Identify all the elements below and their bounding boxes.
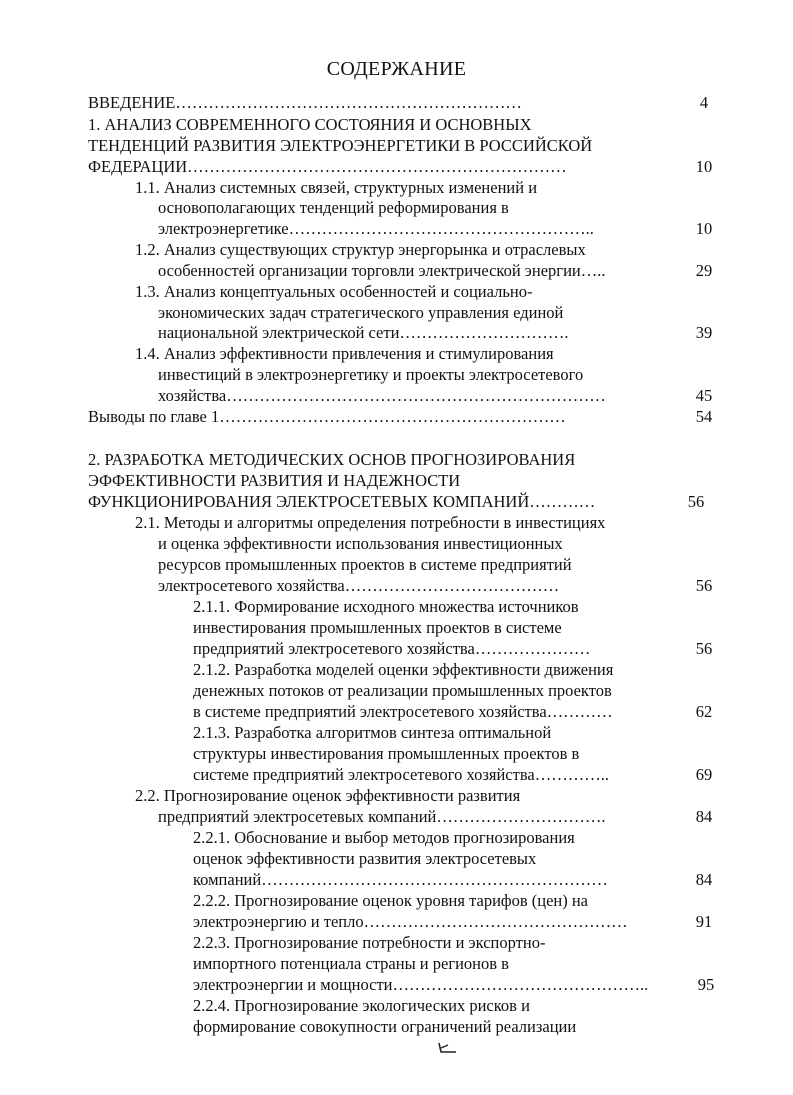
toc-line[interactable]: 2.1.3. Разработка алгоритмов синтеза оптимальной <box>193 723 552 742</box>
toc-page-number: 95 <box>697 975 715 994</box>
toc-line[interactable]: ФЕДЕРАЦИИ…………………………………………………………… <box>88 157 567 176</box>
toc-page-number: 84 <box>695 870 713 889</box>
toc-line[interactable]: 2.2.1. Обоснование и выбор методов прогнозирования <box>193 828 575 847</box>
toc-line[interactable]: 2.1. Методы и алгоритмы определения потребности в инвестициях <box>135 513 606 532</box>
page-title: СОДЕРЖАНИЕ <box>326 58 467 80</box>
toc-line[interactable]: электроэнергии и мощности……………………………………….. <box>193 975 649 994</box>
toc-line[interactable]: 2.2.2. Прогнозирование оценок уровня тарифов (цен) на <box>193 891 589 910</box>
toc-line[interactable]: 2.2. Прогнозирование оценок эффективности развития <box>135 786 521 805</box>
toc-line[interactable]: 1.3. Анализ концептуальных особенностей и социально- <box>135 282 533 301</box>
toc-line[interactable]: 1.2. Анализ существующих структур энергорынка и отраслевых <box>135 240 586 259</box>
toc-page-number: 45 <box>695 386 713 405</box>
toc-line[interactable]: ресурсов промышленных проектов в системе предприятий <box>158 555 572 574</box>
toc-line[interactable]: импортного потенциала страны и регионов в <box>193 954 509 973</box>
toc-page-number: 69 <box>695 765 713 784</box>
toc-page-number: 4 <box>699 93 709 112</box>
toc-line[interactable]: ТЕНДЕНЦИЙ РАЗВИТИЯ ЭЛЕКТРОЭНЕРГЕТИКИ В РОССИЙСКОЙ <box>88 136 593 155</box>
toc-line[interactable]: национальной электрической сети…………………………. <box>158 323 569 342</box>
toc-line[interactable]: ЭФФЕКТИВНОСТИ РАЗВИТИЯ И НАДЕЖНОСТИ <box>88 471 461 490</box>
toc-line[interactable]: в системе предприятий электросетевого хозяйства………… <box>193 702 613 721</box>
toc-line[interactable]: 2.1.1. Формирование исходного множества источников <box>193 597 579 616</box>
toc-line[interactable]: инвестирования промышленных проектов в системе <box>193 618 562 637</box>
toc-line[interactable]: денежных потоков от реализации промышленных проектов <box>193 681 612 700</box>
toc-line[interactable]: экономических задач стратегического управления единой <box>158 303 564 322</box>
toc-line[interactable]: электроэнергетике……………………………………………….. <box>158 219 594 238</box>
toc-line[interactable]: структуры инвестирования промышленных проектов в <box>193 744 580 763</box>
toc-line[interactable]: предприятий электросетевых компаний…………………………. <box>158 807 606 826</box>
toc-line[interactable]: особенностей организации торговли электрической энергии….. <box>158 261 606 280</box>
toc-line[interactable]: хозяйства…………………………………………………………… <box>158 386 606 405</box>
toc-line[interactable]: 1.4. Анализ эффективности привлечения и стимулирования <box>135 344 554 363</box>
toc-line[interactable]: электросетевого хозяйства………………………………… <box>158 576 560 595</box>
toc-line[interactable]: Выводы по главе 1……………………………………………………… <box>88 407 566 426</box>
toc-line[interactable]: компаний……………………………………………………… <box>193 870 608 889</box>
toc-line[interactable]: 2.2.4. Прогнозирование экологических рисков и <box>193 996 530 1015</box>
toc-page-number: 29 <box>695 261 713 280</box>
toc-page-number: 39 <box>695 323 713 342</box>
toc-page-number: 56 <box>687 492 705 511</box>
toc-line[interactable]: основополагающих тенденций реформирования в <box>158 198 509 217</box>
toc-line[interactable]: формирование совокупности ограничений реализации <box>193 1017 577 1036</box>
toc-page-number: 10 <box>695 157 713 176</box>
toc-line[interactable]: 1. АНАЛИЗ СОВРЕМЕННОГО СОСТОЯНИЯ И ОСНОВНЫХ <box>88 115 532 134</box>
toc-line[interactable]: предприятий электросетевого хозяйства………………… <box>193 639 591 658</box>
toc-line[interactable]: 1.1. Анализ системных связей, структурных изменений и <box>135 178 538 197</box>
toc-line[interactable]: 2.2.3. Прогнозирование потребности и экспортно- <box>193 933 546 952</box>
toc-page-number: 62 <box>695 702 713 721</box>
handwritten-mark-icon <box>436 1040 460 1056</box>
toc-page-number: 54 <box>695 407 713 426</box>
toc-line[interactable]: ВВЕДЕНИЕ……………………………………………………… <box>88 93 522 112</box>
toc-page-number: 84 <box>695 807 713 826</box>
toc-line[interactable]: 2. РАЗРАБОТКА МЕТОДИЧЕСКИХ ОСНОВ ПРОГНОЗИРОВАНИЯ <box>88 450 576 469</box>
toc-line[interactable]: электроэнергию и тепло………………………………………… <box>193 912 628 931</box>
toc-page-number: 10 <box>695 219 713 238</box>
toc-line[interactable]: инвестиций в электроэнергетику и проекты электросетевого <box>158 365 584 384</box>
toc-page-number: 91 <box>695 912 713 931</box>
toc-page-number: 56 <box>695 639 713 658</box>
toc-line[interactable]: и оценка эффективности использования инвестиционных <box>158 534 563 553</box>
toc-line[interactable]: ФУНКЦИОНИРОВАНИЯ ЭЛЕКТРОСЕТЕВЫХ КОМПАНИЙ………… <box>88 492 596 511</box>
toc-line[interactable]: 2.1.2. Разработка моделей оценки эффективности движения <box>193 660 614 679</box>
toc-line[interactable]: оценок эффективности развития электросетевых <box>193 849 537 868</box>
toc-line[interactable]: системе предприятий электросетевого хозяйства………….. <box>193 765 609 784</box>
toc-page-number: 56 <box>695 576 713 595</box>
